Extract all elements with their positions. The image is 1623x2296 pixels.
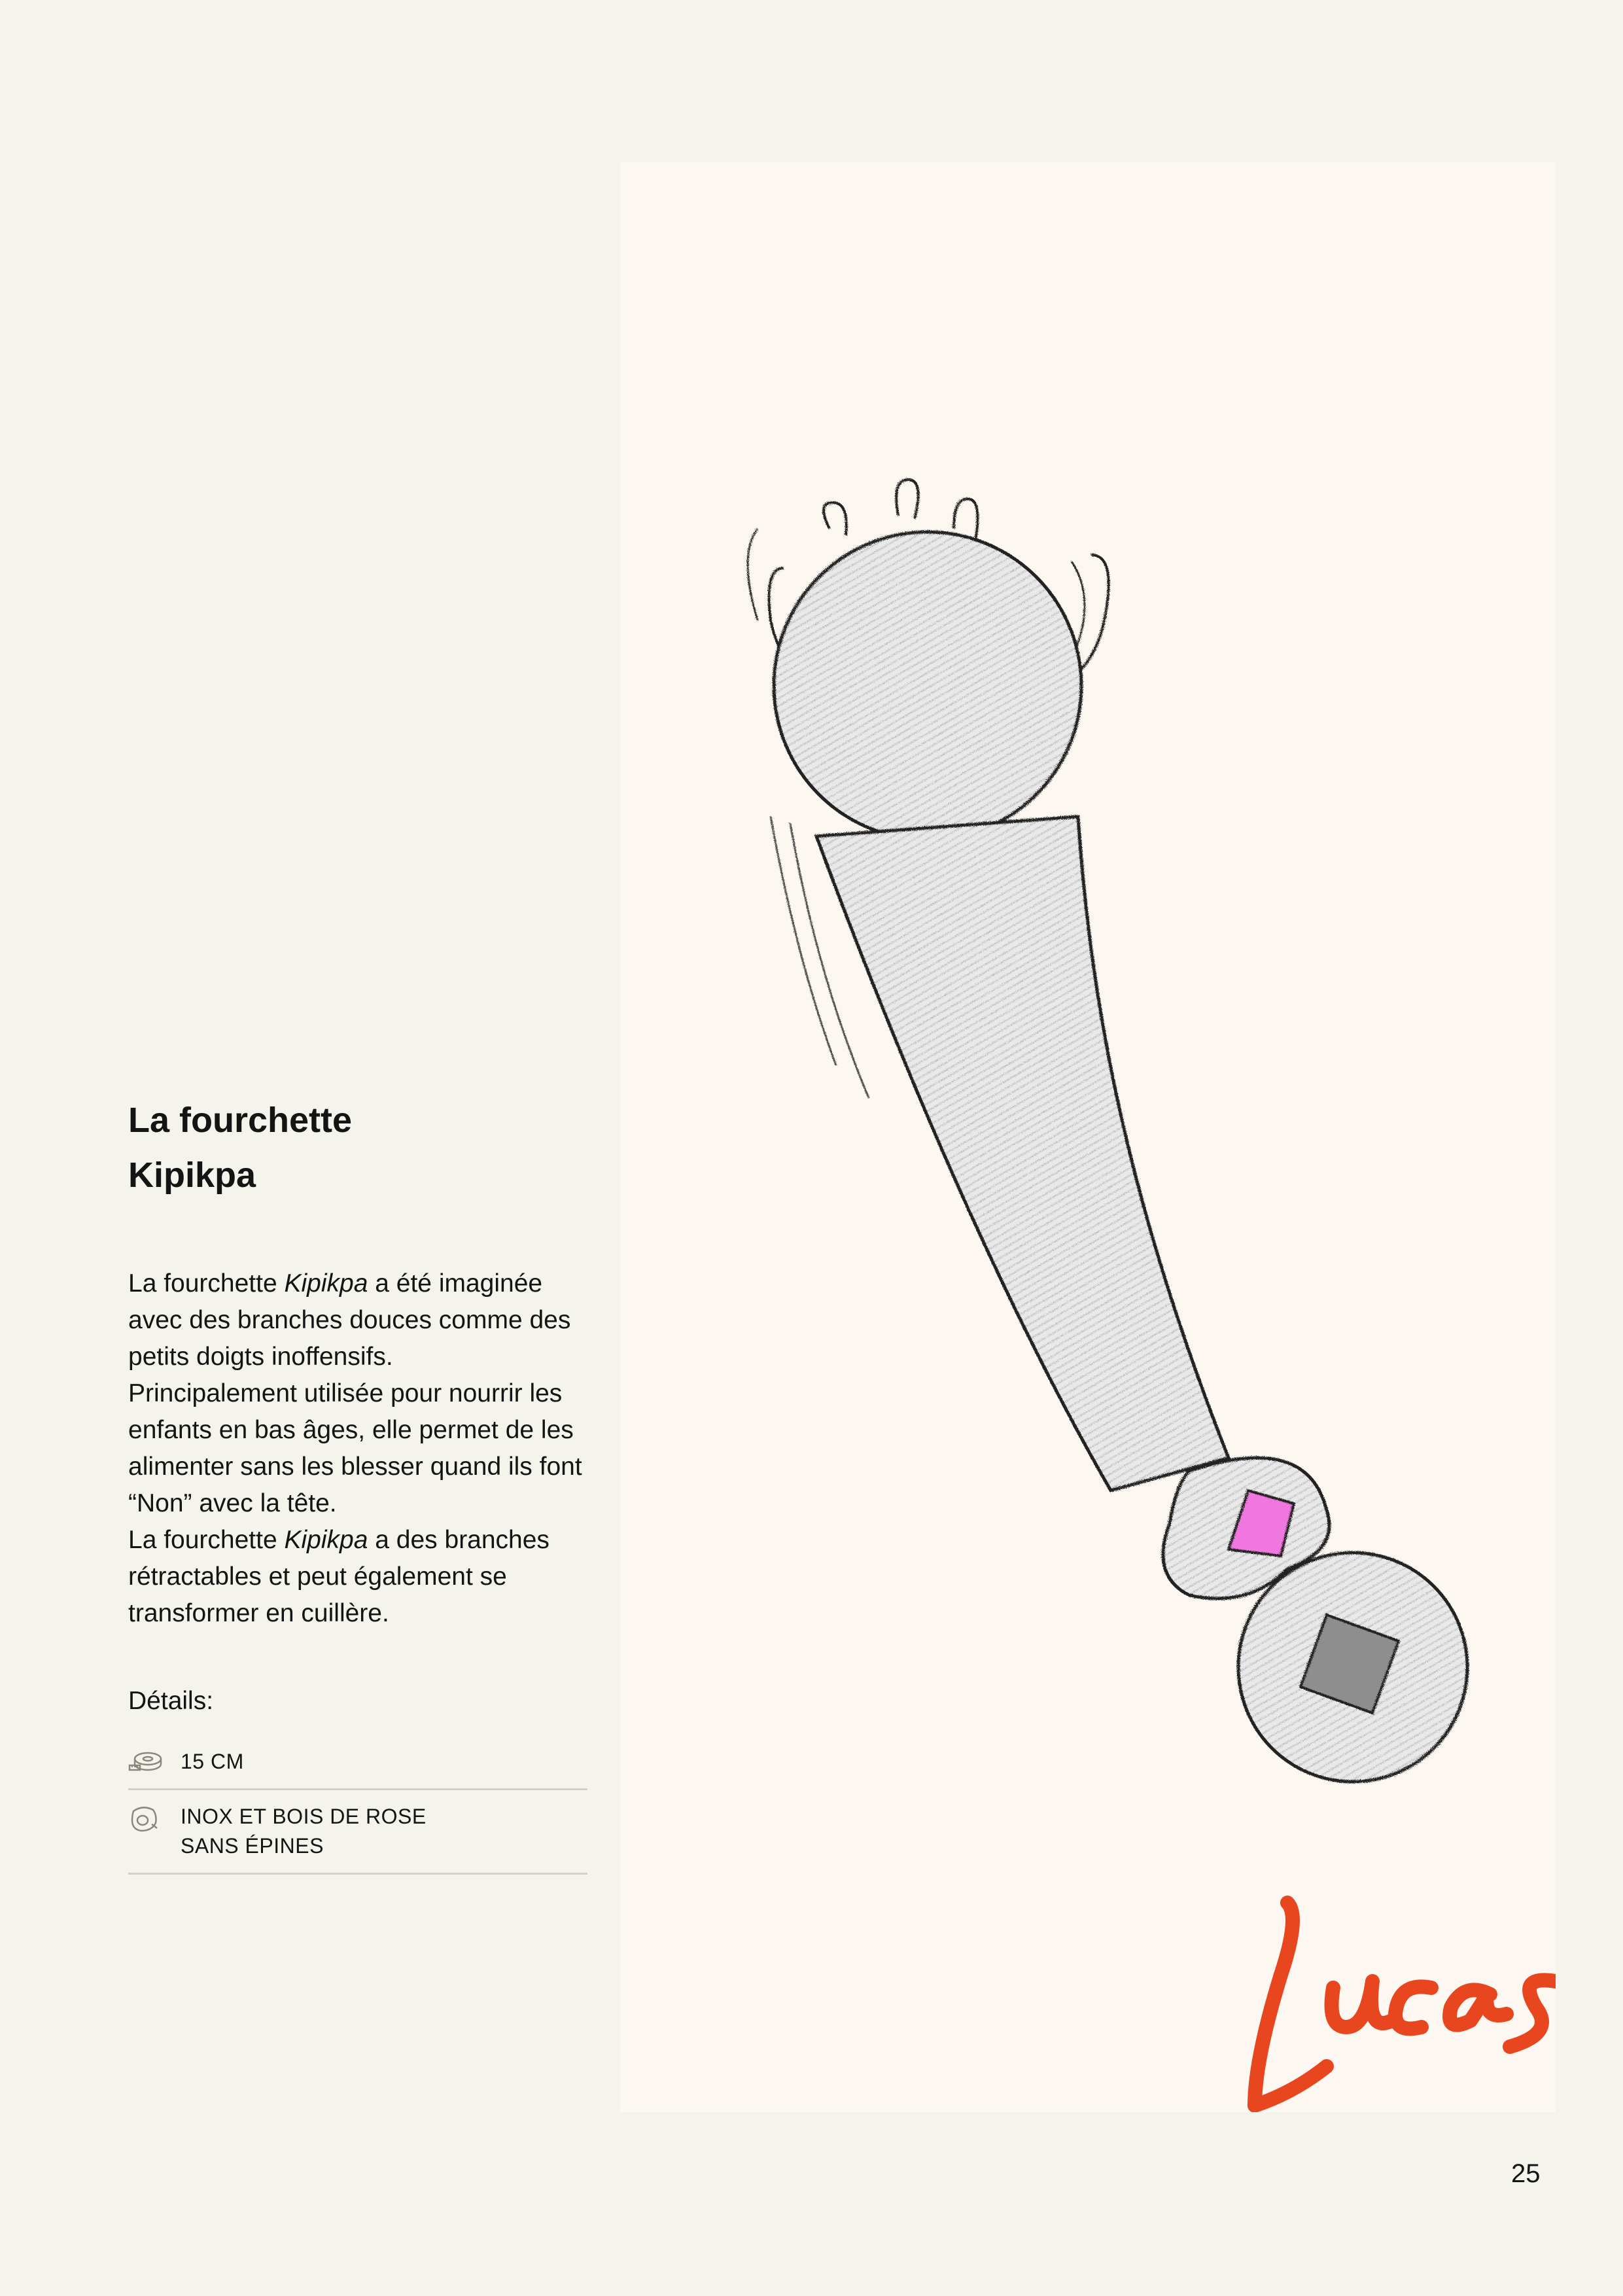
detail-material-text: INOX ET BOIS DE ROSE SANS ÉPINES [181,1805,427,1858]
product-title [128,1093,587,1203]
details-label: Détails: [128,1687,214,1715]
details-list [128,1735,587,1875]
lucas-signature [1255,1903,1556,2106]
tape-measure-icon [128,1747,181,1773]
description-paragraph: La fourchette Kipikpa a des branches rétractables et peut également se transformer en cuillère. [128,1526,550,1627]
description-paragraph: La fourchette Kipikpa a été imaginée avec des branches douces comme des petits doigts inoffensifs. [128,1269,571,1371]
title-line-2: Kipikpa [128,1156,256,1195]
fork-body [748,480,1467,1782]
title-line-1: La fourchette [128,1101,353,1140]
product-description-column [128,1093,587,1875]
material-roll-icon [128,1802,181,1835]
illustration-panel [620,162,1556,2112]
product-description [128,1265,587,1632]
detail-size [128,1735,587,1790]
fork-sketch-illustration [620,162,1556,2112]
description-paragraph: Principalement utilisée pour nourrir les enfants en bas âges, elle permet de les alimenter sans les blesser quand ils font “Non” avec la tête. [128,1379,582,1517]
detail-size-text: 15 CM [181,1750,244,1773]
page-number: 25 [1511,2159,1541,2188]
detail-material [128,1790,587,1875]
